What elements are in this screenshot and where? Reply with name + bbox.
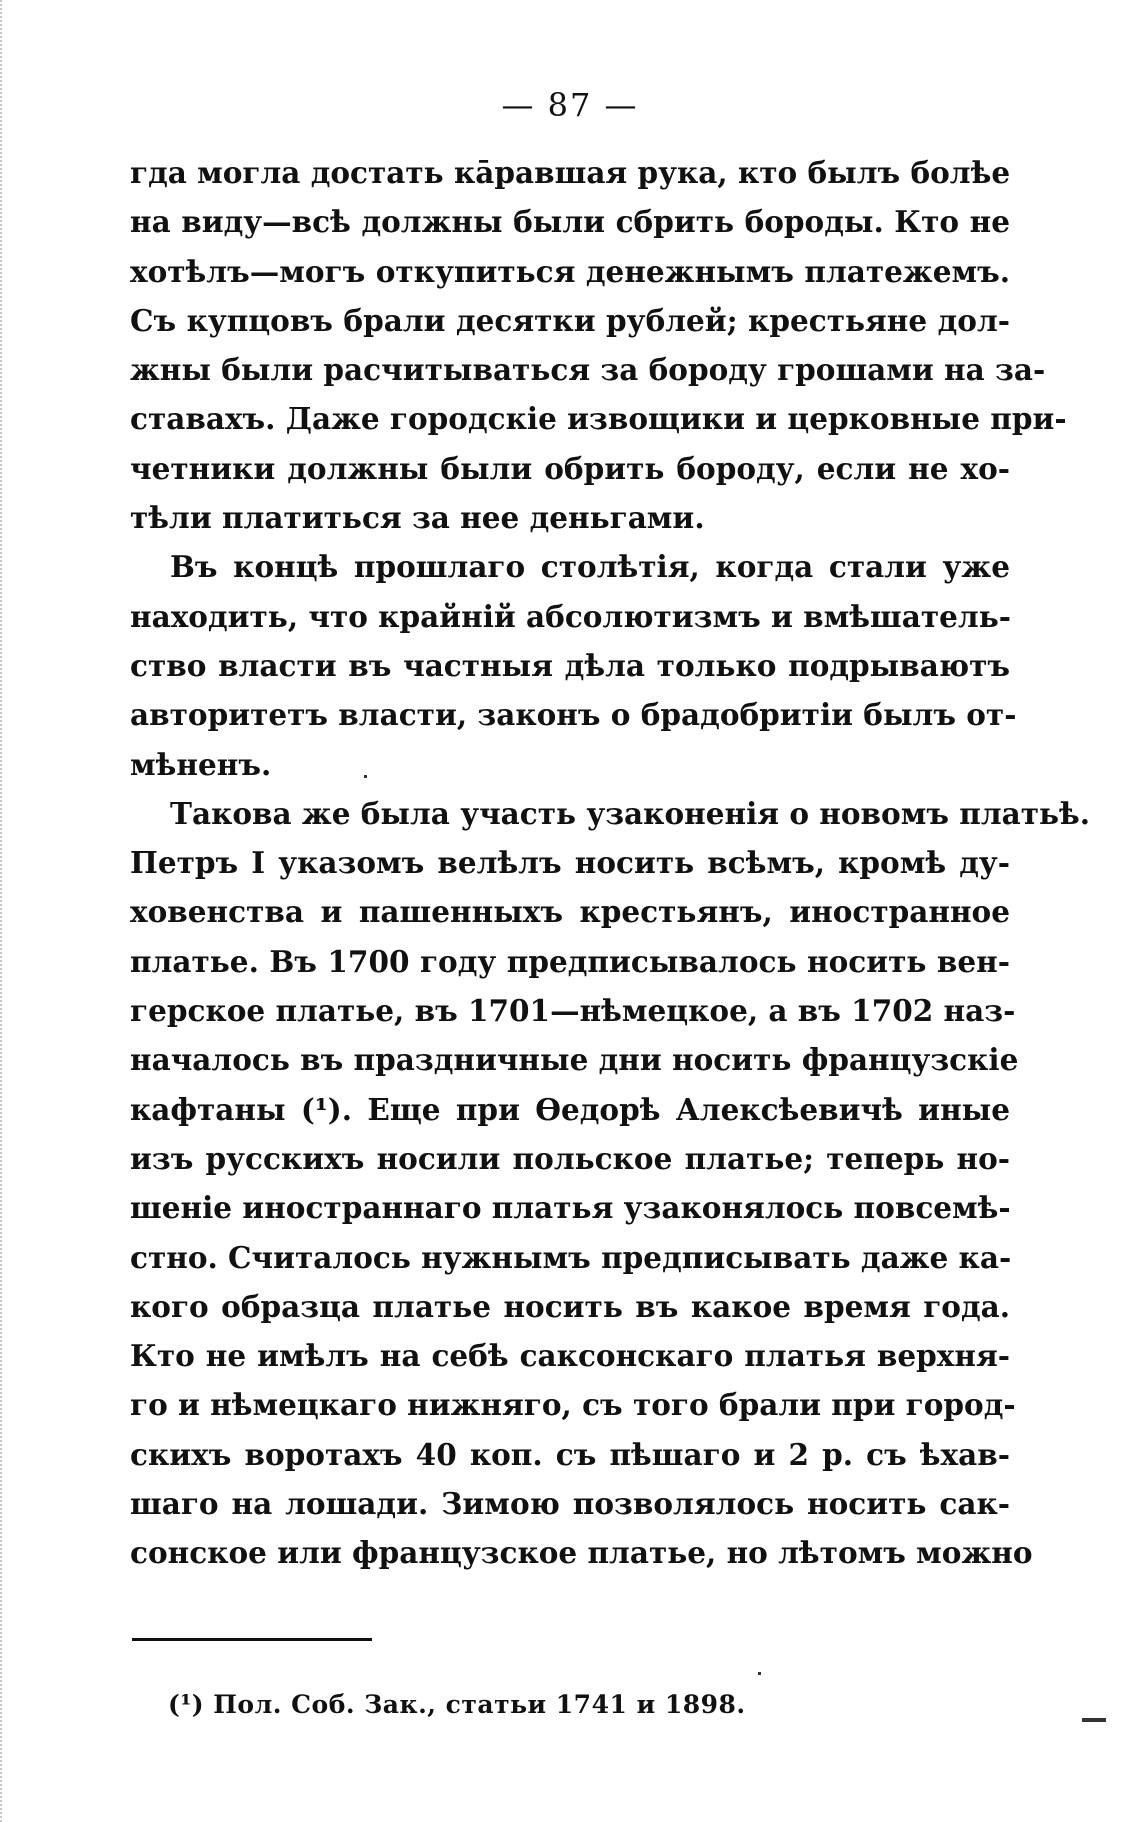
text-line: Кто не имѣлъ на себѣ саксонскаго платья верхня- (130, 1338, 1010, 1374)
text-line: гда могла достать кāравшая рука, кто былъ болѣе (130, 155, 1011, 190)
scan-speck (364, 775, 367, 778)
text-line: мѣненъ. (130, 746, 272, 782)
text-line: стно. Считалось нужнымъ предписывать даже ка- (130, 1239, 1012, 1275)
text-line: ставахъ. Даже городскіе извощики и церковные при- (130, 401, 1067, 437)
page-number: — 87 — (501, 86, 639, 124)
text-line: на виду—всѣ должны были сбрить бороды. Кто не (130, 204, 1010, 240)
text-line: Съ купцовъ брали десятки рублей; крестьяне дол- (130, 302, 1010, 338)
text-line: шеніе иностраннаго платья узаконялось повсемѣ- (130, 1190, 1011, 1226)
footnote: (¹) Пол. Соб. Зак., статьи 1741 и 1898. (168, 1690, 746, 1719)
body-text (130, 148, 1091, 1578)
text-line: Петръ I указомъ велѣлъ носить всѣмъ, кромѣ ду- (130, 845, 1010, 881)
text-line: герское платье, въ 1701—нѣмецкое, а въ 1702 наз- (130, 993, 1016, 1029)
text-line: кафтаны (¹). Еще при Ѳедорѣ Алексѣевичѣ иные (130, 1091, 1010, 1127)
text-line: началось въ праздничные дни носить французскіе (130, 1042, 1019, 1078)
text-line: сонское или французское платье, но лѣтомъ можно (130, 1535, 1033, 1571)
scan-speck (1082, 1718, 1106, 1722)
paragraph-1 (130, 148, 1067, 542)
text-line: тѣли платиться за нее деньгами. (130, 500, 705, 536)
scan-edge-marks (0, 0, 12, 1822)
text-line: ховенства и пашенныхъ крестьянъ, иностранное (130, 894, 1010, 930)
text-line: авторитетъ власти, законъ о брадобритіи былъ от- (130, 697, 1017, 733)
text-line: ство власти въ частныя дѣла только подрываютъ (130, 647, 1010, 683)
text-line: жны были расчитываться за бороду грошами на за- (130, 352, 1046, 388)
scan-speck (758, 1672, 761, 1675)
text-line: скихъ воротахъ 40 коп. съ пѣшаго и 2 р. съ ѣхав- (130, 1436, 1010, 1472)
text-line: четники должны были обрить бороду, если не хо- (130, 450, 1010, 486)
footnote-separator (132, 1638, 372, 1641)
text-line: изъ русскихъ носили польское платье; теперь но- (130, 1140, 1010, 1176)
text-line: хотѣлъ—могъ откупиться денежнымъ платежемъ. (130, 253, 1010, 289)
text-line: Такова же была участь узаконенія о новомъ платьѣ. (170, 795, 1091, 831)
text-line: находить, что крайній абсолютизмъ и вмѣшатель- (130, 598, 1011, 634)
paragraph-3 (130, 789, 1091, 1578)
text-line: платье. Въ 1700 году предписывалось носить вен- (130, 943, 1010, 979)
text-line: кого образца платье носить въ какое время года. (130, 1288, 1010, 1324)
text-line: го и нѣмецкаго нижняго, съ того брали при город- (130, 1387, 1016, 1423)
paragraph-2 (130, 542, 1017, 788)
text-line: шаго на лошади. Зимою позволялось носить сак- (130, 1486, 1010, 1522)
text-line: Въ концѣ прошлаго столѣтія, когда стали уже (170, 549, 1010, 585)
